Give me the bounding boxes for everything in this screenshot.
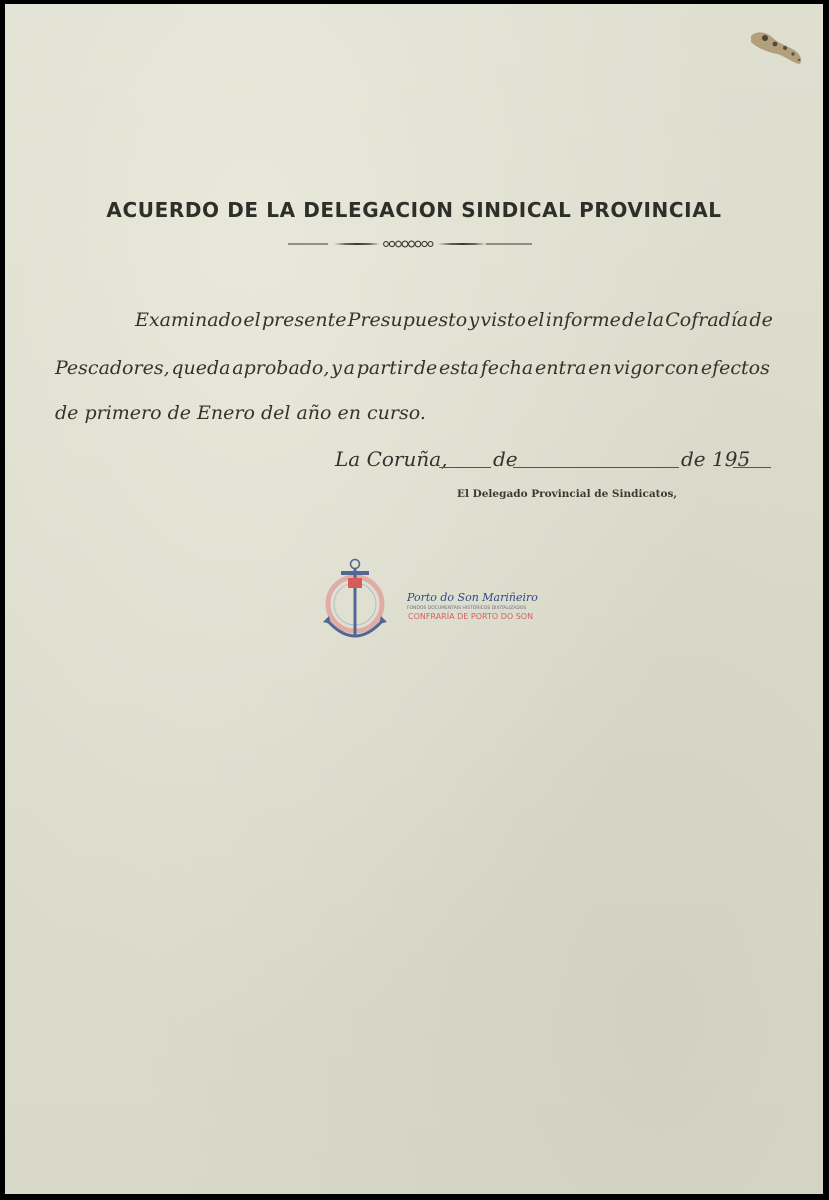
year-blank — [733, 467, 771, 468]
word: el — [243, 309, 261, 331]
word: y — [468, 309, 480, 331]
word: fecha — [480, 357, 534, 379]
paragraph-line-2 — [55, 357, 770, 379]
word: partir — [356, 357, 413, 379]
date-line — [335, 447, 775, 477]
word: en — [588, 357, 612, 379]
anchor-emblem — [323, 560, 387, 637]
paragraph-line-1 — [135, 309, 773, 331]
month-blank — [513, 467, 679, 468]
word: a — [343, 357, 355, 379]
word: esta — [439, 357, 479, 379]
stamp-subtitle: FONDOS DOCUMENTAIS HISTÓRICOS DIXITALIZADOS — [407, 606, 527, 611]
word: Presupuesto — [347, 309, 468, 331]
word: queda — [171, 357, 231, 379]
signer-title: El Delegado Provincial de Sindicatos, — [457, 488, 678, 500]
word: Pescadores, — [55, 357, 170, 379]
word: el — [527, 309, 545, 331]
word: presente — [261, 309, 347, 331]
ornament-divider — [288, 237, 532, 251]
year-prefix: de 195 — [681, 447, 751, 471]
paragraph-line-3: de primero de Enero del año en curso. — [55, 402, 426, 424]
word: de — [749, 309, 773, 331]
word: Cofradía — [665, 309, 749, 331]
word: Examinado — [135, 309, 243, 331]
de-label: de — [493, 447, 518, 471]
word: y — [331, 357, 342, 379]
stamp-name: CONFRARÍA DE PORTO DO SON — [408, 612, 534, 621]
document-page — [5, 4, 823, 1194]
word: de — [622, 309, 646, 331]
place-label: La Coruña, — [335, 447, 448, 471]
word: con — [664, 357, 700, 379]
stamp-brand: Porto do Son Mariñeiro — [407, 591, 538, 604]
word: aprobado, — [232, 357, 330, 379]
word: entra — [534, 357, 587, 379]
day-blank — [439, 467, 491, 468]
word: la — [646, 309, 665, 331]
word: vigor — [613, 357, 663, 379]
word: efectos — [700, 357, 770, 379]
word: de — [413, 357, 438, 379]
word: informe — [545, 309, 621, 331]
word: visto — [480, 309, 526, 331]
document-title: ACUERDO DE LA DELEGACION SINDICAL PROVINCIAL — [106, 198, 722, 222]
paper-stain — [745, 26, 807, 68]
